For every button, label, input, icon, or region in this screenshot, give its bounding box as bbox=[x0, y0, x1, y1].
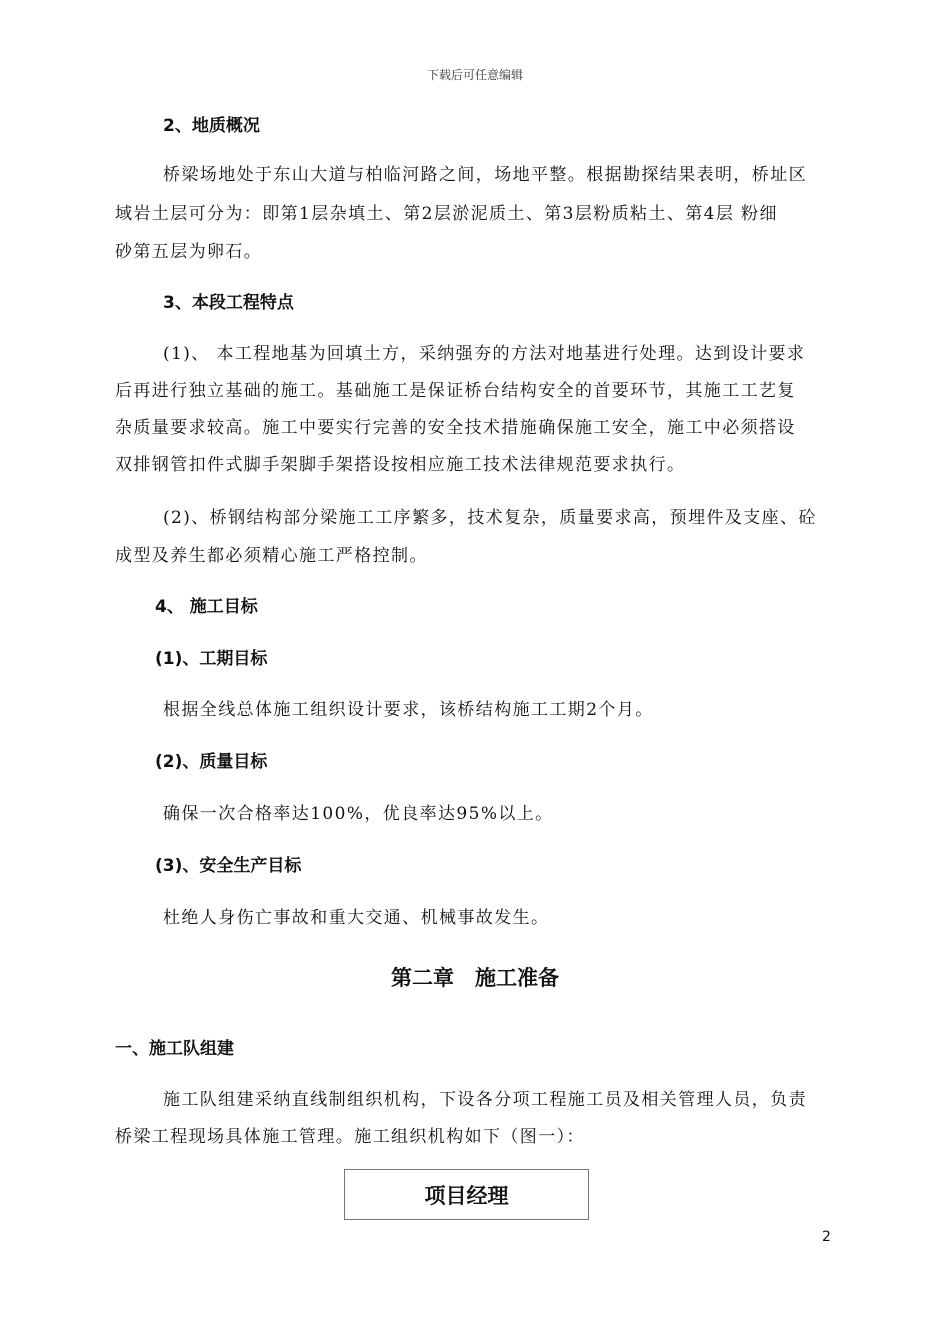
paragraph-line: 成型及养生都必须精心施工严格控制。 bbox=[115, 546, 428, 566]
paragraph-line: 桥梁工程现场具体施工管理。施工组织机构如下（图一）： bbox=[115, 1127, 585, 1147]
goal-text-safety: 杜绝人身伤亡事故和重大交通、机械事故发生。 bbox=[163, 908, 550, 928]
section-heading-goals: 4、 施工目标 bbox=[155, 597, 258, 617]
org-chart-box-project-manager bbox=[344, 1169, 589, 1220]
chapter-title: 第二章 施工准备 bbox=[391, 966, 559, 990]
section-heading-geology: 2、地质概况 bbox=[163, 116, 260, 136]
page-number: 2 bbox=[822, 1229, 831, 1245]
subsection-heading-team: 一、施工队组建 bbox=[115, 1039, 234, 1059]
goal-heading-safety: (3)、安全生产目标 bbox=[155, 856, 302, 876]
paragraph-line: 桥梁场地处于东山大道与柏临河路之间，场地平整。根据勘探结果表明，桥址区 bbox=[163, 165, 807, 185]
paragraph-line: 砂第五层为卵石。 bbox=[115, 242, 263, 262]
goal-text-quality: 确保一次合格率达100%，优良率达95%以上。 bbox=[163, 804, 554, 824]
goal-text-schedule: 根据全线总体施工组织设计要求，该桥结构施工工期2个月。 bbox=[163, 700, 654, 720]
paragraph-line: 后再进行独立基础的施工。基础施工是保证桥台结构安全的首要环节，其施工工艺复 bbox=[115, 381, 796, 401]
paragraph-line: 施工队组建采纳直线制组织机构，下设各分项工程施工员及相关管理人员，负责 bbox=[163, 1090, 807, 1110]
goal-heading-quality: (2)、质量目标 bbox=[155, 752, 268, 772]
paragraph-line: (2)、桥钢结构部分梁施工工序繁多，技术复杂，质量要求高，预埋件及支座、砼 bbox=[163, 508, 817, 528]
section-heading-features: 3、本段工程特点 bbox=[163, 293, 294, 313]
page-header: 下载后可任意编辑 bbox=[426, 68, 523, 82]
paragraph-line: (1)、 本工程地基为回填土方，采纳强夯的方法对地基进行处理。达到设计要求 bbox=[163, 344, 806, 364]
org-chart-box-label: 项目经理 bbox=[424, 1183, 509, 1208]
goal-heading-schedule: (1)、工期目标 bbox=[155, 649, 268, 669]
paragraph-line: 域岩土层可分为：即第1层杂填土、第2层淤泥质土、第3层粉质粘土、第4层 粉细 bbox=[115, 204, 778, 224]
paragraph-line: 杂质量要求较高。施工中要实行完善的安全技术措施确保施工安全，施工中必须搭设 bbox=[115, 418, 796, 438]
paragraph-line: 双排钢管扣件式脚手架脚手架搭设按相应施工技术法律规范要求执行。 bbox=[115, 455, 686, 475]
